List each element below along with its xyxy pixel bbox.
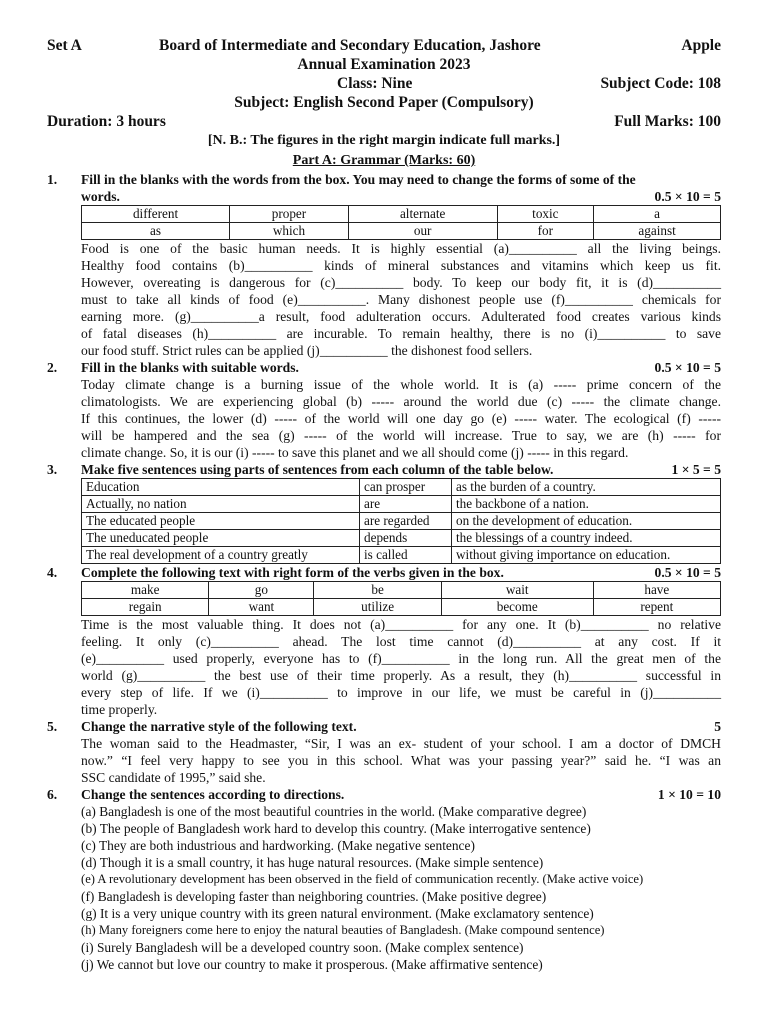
- q4-passage: [81, 616, 721, 718]
- version-label: Apple: [681, 37, 721, 54]
- table-cell: be: [314, 582, 441, 599]
- q6-marks: 1 × 10 = 10: [657, 787, 721, 802]
- table-cell: toxic: [497, 206, 594, 223]
- table-cell: Education: [82, 479, 360, 496]
- q5-marks: 5: [714, 719, 721, 734]
- passage-line: Healthy food contains (b)__________ kinds of mineral substances and vitamins which keep us fit.: [81, 258, 721, 273]
- passage-line: now.” “I feel very happy to see you in this school. What was your passing year?” said he. “I was an: [81, 753, 721, 768]
- table-cell: against: [594, 223, 721, 240]
- list-item: (g) It is a very unique country with its green natural environment. (Make exclamatory sentence): [81, 906, 594, 921]
- table-cell: is called: [360, 547, 452, 564]
- list-item: (h) Many foreigners come here to enjoy the natural beauties of Bangladesh. (Make compound sentence): [81, 923, 605, 937]
- table-cell: repent: [593, 599, 720, 616]
- passage-line: earning more. (g)__________a result, food adulteration occurs. Adulterated food creates various kinds: [81, 309, 721, 324]
- list-item: (c) They are both industrious and hardworking. (Make negative sentence): [81, 838, 475, 853]
- q1-instruction: Fill in the blanks with the words from the box. You may need to change the forms of some of the: [81, 172, 636, 187]
- q6-instruction: Change the sentences according to directions.: [81, 787, 345, 802]
- class-label: Class: Nine: [337, 75, 413, 92]
- subject-title: Subject: English Second Paper (Compulsory): [234, 94, 534, 111]
- table-row: [82, 496, 721, 513]
- q2-marks: 0.5 × 10 = 5: [654, 360, 721, 375]
- passage-line: feeling. It only (c)__________ ahead. The lost time cannot (d)__________ at any cost. If it: [81, 634, 721, 649]
- passage-line: must to take all kinds of food (e)__________. Many dishonest people use (f)__________ chemicals for: [81, 292, 721, 307]
- q1-number: 1.: [47, 172, 58, 187]
- q6-list: [81, 803, 721, 973]
- q5-instruction: Change the narrative style of the following text.: [81, 719, 357, 734]
- q2-heading: [47, 359, 721, 376]
- table-cell: are regarded: [360, 513, 452, 530]
- table-cell: as the burden of a country.: [452, 479, 721, 496]
- table-cell: become: [441, 599, 593, 616]
- q6-number: 6.: [47, 787, 58, 802]
- passage-line: If this continues, the lower (d) ----- of the world will one day go (e) ----- water. The ecological (f) -----: [81, 411, 721, 426]
- table-cell: regain: [82, 599, 209, 616]
- table-row: [82, 206, 721, 223]
- table-row: [82, 479, 721, 496]
- list-item: (a) Bangladesh is one of the most beautiful countries in the world. (Make comparative degree): [81, 804, 587, 819]
- table-cell: utilize: [314, 599, 441, 616]
- table-cell: as: [82, 223, 230, 240]
- note: [N. B.: The figures in the right margin indicate full marks.]: [207, 133, 561, 148]
- q4-marks: 0.5 × 10 = 5: [654, 565, 721, 580]
- duration: Duration: 3 hours: [47, 113, 166, 130]
- table-row: [82, 547, 721, 564]
- q4-heading: [47, 564, 721, 581]
- q4-number: 4.: [47, 565, 58, 580]
- passage-line: world (g)__________ the best use of their time properly. As a result, they (h)__________ successful in: [81, 668, 721, 683]
- passage-line: Food is one of the basic human needs. It is highly essential (a)__________ all the living beings.: [81, 241, 721, 256]
- full-marks: Full Marks: 100: [614, 113, 721, 130]
- passage-line: Time is the most valuable thing. It does not (a)__________ for any one. It (b)__________ no relative: [81, 617, 721, 632]
- q3-marks: 1 × 5 = 5: [671, 462, 721, 477]
- list-item: (d) Though it is a small country, it has huge natural resources. (Make simple sentence): [81, 855, 544, 870]
- table-cell: depends: [360, 530, 452, 547]
- header-line-1: [47, 36, 721, 55]
- list-item: (i) Surely Bangladesh will be a developed country soon. (Make complex sentence): [81, 940, 524, 955]
- table-cell: proper: [230, 206, 349, 223]
- passage-line: Today climate change is a burning issue of the whole world. It is (a) ----- prime concern of the: [81, 377, 721, 392]
- passage-line: every step of life. If we (i)__________ to improve in our life, we must be careful in (j)__________: [81, 685, 721, 700]
- q1-passage: [81, 240, 721, 359]
- table-cell: the backbone of a nation.: [452, 496, 721, 513]
- q5-number: 5.: [47, 719, 58, 734]
- q1-word-box: [81, 205, 721, 240]
- q2-number: 2.: [47, 360, 58, 375]
- list-item: (b) The people of Bangladesh work hard to develop this country. (Make interrogative sentence): [81, 821, 591, 836]
- table-row: [82, 599, 721, 616]
- passage-line: However, overeating is dangerous for (c)__________ body. To keep our body fit, it is (d)__________: [81, 275, 721, 290]
- table-cell: a: [594, 206, 721, 223]
- q1-instruction-2: words.: [81, 189, 120, 204]
- passage-line: SSC candidate of 1995,” said she.: [81, 770, 266, 785]
- table-cell: which: [230, 223, 349, 240]
- table-cell: can prosper: [360, 479, 452, 496]
- table-cell: The uneducated people: [82, 530, 360, 547]
- table-cell: alternate: [348, 206, 497, 223]
- table-cell: go: [209, 582, 314, 599]
- table-cell: want: [209, 599, 314, 616]
- table-cell: without giving importance on education.: [452, 547, 721, 564]
- q3-instruction: Make five sentences using parts of sentences from each column of the table below.: [81, 462, 554, 477]
- table-cell: different: [82, 206, 230, 223]
- passage-line: of fatal diseases (h)__________ are incurable. To remain healthy, there is no (i)__________ to save: [81, 326, 721, 341]
- part-title: Part A: Grammar (Marks: 60): [292, 153, 476, 168]
- passage-line: climatologists. We are experiencing global (b) ----- around the world due (c) ----- the climate change.: [81, 394, 721, 409]
- table-cell: are: [360, 496, 452, 513]
- table-cell: for: [497, 223, 594, 240]
- table-row: [82, 582, 721, 599]
- q5-passage: [81, 735, 721, 786]
- header-line-5: [47, 112, 721, 131]
- table-cell: make: [82, 582, 209, 599]
- table-cell: wait: [441, 582, 593, 599]
- list-item: (e) A revolutionary development has been observed in the field of communication recently. (Make active voice): [81, 872, 644, 886]
- table-cell: our: [348, 223, 497, 240]
- q4-instruction: Complete the following text with right form of the verbs given in the box.: [81, 565, 504, 580]
- q6-heading: [47, 786, 721, 803]
- q2-passage: [81, 376, 721, 461]
- passage-line: The woman said to the Headmaster, “Sir, I was an ex- student of your school. I am a doctor of DMCH: [81, 736, 721, 751]
- passage-line: climate change. So, it is our (i) ----- to save this planet and we all should come (j) ----- in this regard.: [81, 445, 629, 460]
- table-cell: The real development of a country greatly: [82, 547, 360, 564]
- q1-heading: [47, 171, 721, 188]
- q5-heading: [47, 718, 721, 735]
- q3-number: 3.: [47, 462, 58, 477]
- board-name: Board of Intermediate and Secondary Education, Jashore: [159, 37, 541, 54]
- subject-code: Subject Code: 108: [600, 75, 721, 92]
- table-row: [82, 513, 721, 530]
- table-cell: have: [593, 582, 720, 599]
- header-line-3: [47, 74, 721, 93]
- table-cell: the blessings of a country indeed.: [452, 530, 721, 547]
- passage-line: (e)__________ used properly, everyone has to (f)__________ in the long run. All the great men of the: [81, 651, 721, 666]
- q3-sentence-table: [81, 478, 721, 564]
- q4-verb-box: [81, 581, 721, 616]
- q2-instruction: Fill in the blanks with suitable words.: [81, 360, 299, 375]
- q1-heading-2: [81, 188, 721, 205]
- list-item: (j) We cannot but love our country to make it prosperous. (Make affirmative sentence): [81, 957, 543, 972]
- list-item: (f) Bangladesh is developing faster than neighboring countries. (Make positive degree): [81, 889, 547, 904]
- passage-line: our food stuff. Strict rules can be applied (j)__________ the dishonest food sellers.: [81, 343, 533, 358]
- passage-line: will be hampered and the sea (g) ----- of the world will increase. True to say, we are (h) ----- for: [81, 428, 721, 443]
- exam-title: Annual Examination 2023: [297, 56, 471, 73]
- set-label: Set A: [47, 37, 82, 54]
- table-row: [82, 223, 721, 240]
- q3-heading: [47, 461, 721, 478]
- table-cell: The educated people: [82, 513, 360, 530]
- table-cell: on the development of education.: [452, 513, 721, 530]
- table-cell: Actually, no nation: [82, 496, 360, 513]
- passage-line: time properly.: [81, 702, 158, 717]
- q1-marks: 0.5 × 10 = 5: [654, 189, 721, 204]
- table-row: [82, 530, 721, 547]
